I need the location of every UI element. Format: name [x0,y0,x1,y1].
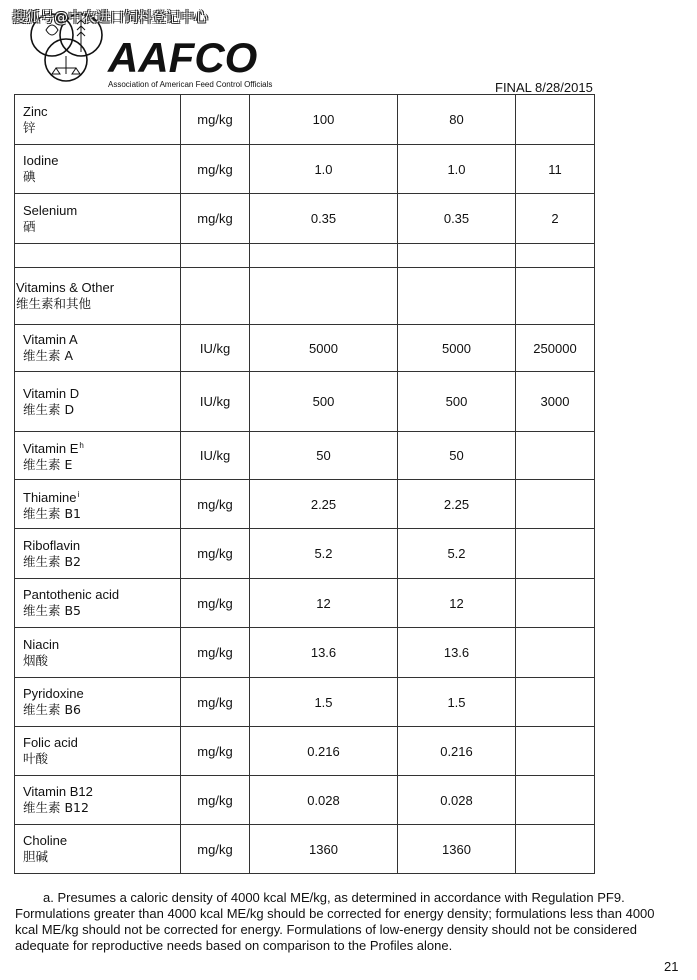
nutrient-name-cell [15,776,181,825]
nutrient-name: Niacin [23,636,60,652]
unit-cell: mg/kg [181,194,250,244]
page-number: 21 [664,959,679,974]
maximum-cell: 3000 [516,372,595,432]
adult-maintenance-min-cell: 1360 [398,825,516,874]
table-row [15,727,595,776]
adult-maintenance-min-cell: 13.6 [398,628,516,678]
adult-maintenance-min-cell: 80 [398,95,516,145]
maximum-cell: 11 [516,145,595,194]
nutrient-name-cell [15,268,181,325]
nutrient-name-cell [15,194,181,244]
nutrient-name-cell [15,95,181,145]
unit-cell: mg/kg [181,825,250,874]
nutrient-name-cell [15,372,181,432]
nutrient-name-cell [15,432,181,480]
maximum-cell [516,678,595,727]
table-row [15,628,595,678]
adult-maintenance-min-cell: 12 [398,579,516,628]
nutrient-name-cell [15,145,181,194]
nutrient-name: Choline [23,833,68,848]
nutrient-name: Vitamin $E^h$ [23,441,84,456]
nutrient-name-chinese: 维生素 A [23,348,74,363]
nutrient-name-cell [15,244,181,268]
maximum-cell [516,480,595,529]
growth-reproduction-min-cell: 500 [250,372,398,432]
nutrient-name-chinese: 碘 [23,169,36,184]
nutrient-name-cell [15,529,181,579]
unit-cell: mg/kg [181,628,250,678]
nutrient-name: Pyridoxine [23,686,84,701]
nutrient-name-chinese: 维生素 B12 [23,800,89,815]
nutrient-name: Iodine [23,153,59,168]
growth-reproduction-min-cell: 2.25 [250,480,398,529]
adult-maintenance-min-cell: 500 [398,372,516,432]
unit-cell [181,244,250,268]
nutrient-name-chinese: 维生素 E [23,457,73,472]
nutrient-name: Zinc [23,103,48,119]
growth-reproduction-min-cell: 1.5 [250,678,398,727]
growth-reproduction-min-cell: 5.2 [250,529,398,579]
growth-reproduction-min-cell [250,268,398,325]
nutrient-name: Folic acid [23,735,78,750]
table-row [15,432,595,480]
adult-maintenance-min-cell: 1.0 [398,145,516,194]
unit-cell: mg/kg [181,145,250,194]
maximum-cell [516,529,595,579]
maximum-cell: 250000 [516,325,595,372]
maximum-cell [516,432,595,480]
unit-cell: mg/kg [181,678,250,727]
nutrient-name: Vitamin B12 [23,784,93,799]
watermark-text: 搜狐号@中农进口饲料登记中心 [12,10,208,26]
adult-maintenance-min-cell: 50 [398,432,516,480]
adult-maintenance-min-cell: 0.216 [398,727,516,776]
growth-reproduction-min-cell: 13.6 [250,628,398,678]
growth-reproduction-min-cell: 0.028 [250,776,398,825]
nutrient-name-cell [15,579,181,628]
unit-cell: mg/kg [181,95,250,145]
table-row [15,529,595,579]
growth-reproduction-min-cell: 0.216 [250,727,398,776]
table-row [15,480,595,529]
growth-reproduction-min-cell: 1360 [250,825,398,874]
maximum-cell [516,727,595,776]
adult-maintenance-min-cell: 1.5 [398,678,516,727]
logo-wordmark: AAFCO [108,34,258,81]
adult-maintenance-min-cell: 2.25 [398,480,516,529]
growth-reproduction-min-cell [250,244,398,268]
adult-maintenance-min-cell: 5000 [398,325,516,372]
table-row [15,194,595,244]
nutrient-name-chinese: 维生素 D [23,401,75,417]
nutrient-name-cell [15,678,181,727]
nutrient-name-cell [15,628,181,678]
nutrient-name-chinese: 烟酸 [23,652,49,668]
nutrient-name-cell [15,727,181,776]
unit-cell: IU/kg [181,325,250,372]
unit-cell: IU/kg [181,372,250,432]
nutrient-name: Selenium [23,202,78,218]
table-row [15,678,595,727]
nutrient-name: Vitamins & Other [16,280,115,295]
maximum-cell [516,825,595,874]
maximum-cell [516,95,595,145]
adult-maintenance-min-cell: 5.2 [398,529,516,579]
unit-cell: mg/kg [181,727,250,776]
table-row [15,579,595,628]
growth-reproduction-min-cell: 0.35 [250,194,398,244]
nutrient-name-chinese: 锌 [23,119,36,135]
table-row [15,325,595,372]
unit-cell: IU/kg [181,432,250,480]
growth-reproduction-min-cell: 5000 [250,325,398,372]
unit-cell: mg/kg [181,776,250,825]
nutrient-name-chinese: 维生素和其他 [16,296,92,311]
maximum-cell [516,776,595,825]
nutrient-name: Riboflavin [23,537,81,553]
table-row [15,268,595,325]
table-row [15,372,595,432]
growth-reproduction-min-cell: 1.0 [250,145,398,194]
table-row [15,825,595,874]
footnote [15,890,670,954]
nutrient-name: Pantothenic acid [23,587,120,602]
footnote-marker: i [77,489,80,499]
final-date-label: FINAL 8/28/2015 [495,80,593,95]
footnote-text: a. Presumes a caloric density of 4000 kcal ME/kg, as determined in accordance with Regulation PF9. Formulations greater than 4000 kcal ME/kg should be corrected for energy density; formulations less than 4000 kcal ME/kg should not be corrected for energy. Formulations of low-energy density should not be considered adequate for reproductive needs based on comparison to the Profiles alone. [15,890,655,953]
nutrient-name-cell [15,825,181,874]
maximum-cell [516,244,595,268]
nutrient-name-chinese: 胆碱 [23,849,49,864]
growth-reproduction-min-cell: 100 [250,95,398,145]
unit-cell [181,268,250,325]
adult-maintenance-min-cell [398,268,516,325]
table-row [15,145,595,194]
nutrient-name-chinese: 叶酸 [23,751,49,766]
nutrient-name: Thiamine$^i$ [23,489,80,505]
nutrient-name-chinese: 硒 [23,218,36,234]
nutrient-name: Vitamin D [23,385,80,401]
nutrient-name: Vitamin A [23,332,78,347]
logo-subtitle: Association of American Feed Control Officials [108,80,273,89]
nutrient-name-chinese: 维生素 B1 [23,505,82,521]
maximum-cell: 2 [516,194,595,244]
nutrient-name-cell [15,480,181,529]
growth-reproduction-min-cell: 50 [250,432,398,480]
adult-maintenance-min-cell [398,244,516,268]
adult-maintenance-min-cell: 0.35 [398,194,516,244]
footnote-marker: h [79,441,84,450]
unit-cell: mg/kg [181,480,250,529]
maximum-cell [516,628,595,678]
table-row [15,244,595,268]
nutrient-name-chinese: 维生素 B5 [23,603,82,618]
unit-cell: mg/kg [181,529,250,579]
nutrient-name-chinese: 维生素 B2 [23,553,82,569]
maximum-cell [516,579,595,628]
table-row [15,776,595,825]
nutrient-name-chinese: 维生素 B6 [23,702,82,717]
nutrient-profile-table [14,94,595,874]
maximum-cell [516,268,595,325]
adult-maintenance-min-cell: 0.028 [398,776,516,825]
unit-cell: mg/kg [181,579,250,628]
growth-reproduction-min-cell: 12 [250,579,398,628]
nutrient-name-cell [15,325,181,372]
table-row [15,95,595,145]
